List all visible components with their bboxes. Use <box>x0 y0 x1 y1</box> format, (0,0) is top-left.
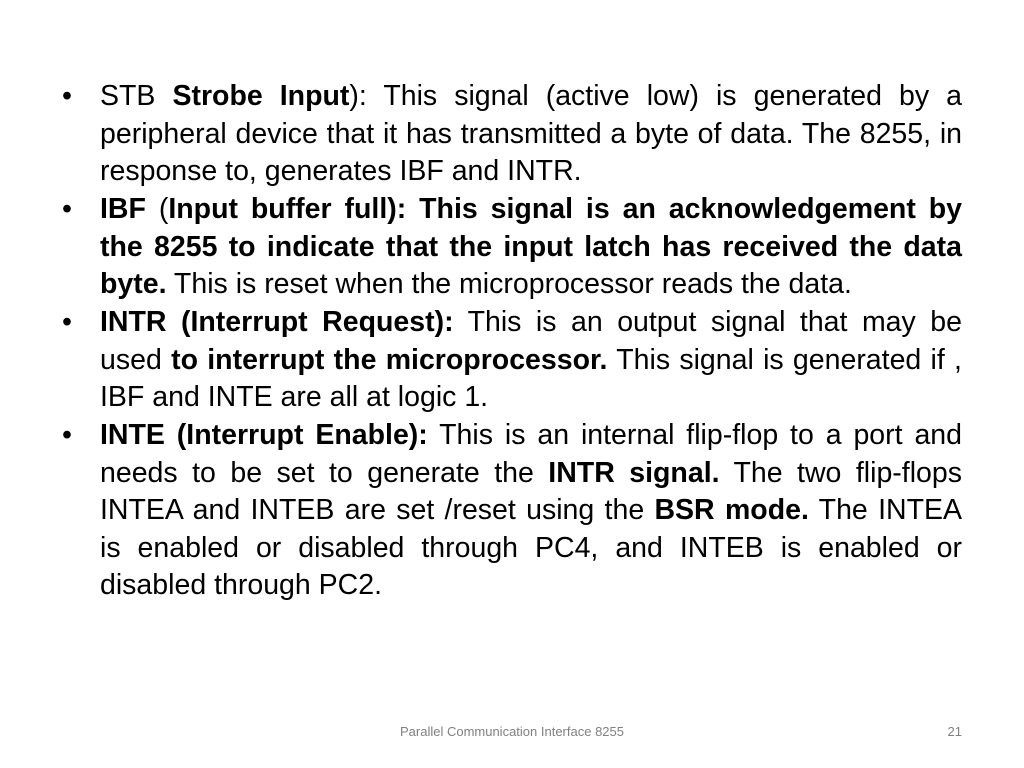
bold-segment: Strobe Input <box>172 80 350 112</box>
bullet-list <box>62 78 962 605</box>
bold-segment: INTR signal. <box>548 456 720 489</box>
text-segment: ): This signal (active low) is generated by a peripheral device that it has transmitted a byte of data. The 8255, in response to, generates IBF and INTR. <box>100 80 962 187</box>
bullet-item-ibf <box>62 191 962 304</box>
text-segment: This signal is generated if , IBF and INTE are all at logic 1. <box>100 343 962 413</box>
text-segment: The two flip-flops INTEA and INTEB are set /reset using the <box>100 456 962 526</box>
bullet-dot: • <box>62 80 72 112</box>
bullet-dot: • <box>62 193 72 225</box>
bold-segment: to interrupt the microprocessor. <box>171 343 608 376</box>
bold-segment: Input buffer full): This signal is an acknowledgement by the 8255 to indicate that the input latch has received the data byte. <box>100 193 962 300</box>
text-segment: The INTEA is enabled or disabled through PC4, and INTEB is enabled or disabled through PC2. <box>100 494 962 601</box>
text-segment: This is reset when the microprocessor reads the data. <box>166 268 852 300</box>
bullet-text <box>100 419 962 601</box>
bold-segment: IBF <box>100 193 146 225</box>
bullet-item-intr <box>62 304 962 417</box>
page-number: 21 <box>947 724 962 739</box>
bullet-dot: • <box>62 306 72 338</box>
bullet-item-stb <box>62 78 962 191</box>
bullet-text <box>100 80 962 187</box>
text-segment: This is an output signal that may be used <box>100 306 962 376</box>
footer-title: Parallel Communication Interface 8255 <box>399 724 624 739</box>
bullet-item-inte <box>62 417 962 605</box>
text-segment: ( <box>145 193 169 225</box>
bold-segment: INTR (Interrupt Request): <box>100 306 454 338</box>
text-segment: STB <box>100 80 173 112</box>
bullet-text <box>100 193 962 300</box>
bullet-dot: • <box>62 419 72 451</box>
bold-segment: BSR mode. <box>654 494 809 526</box>
text-segment: This is an internal flip-flop to a port and needs to be set to generate the <box>100 419 962 489</box>
bullet-text <box>100 306 962 413</box>
bold-segment: INTE (Interrupt Enable): <box>100 419 428 451</box>
